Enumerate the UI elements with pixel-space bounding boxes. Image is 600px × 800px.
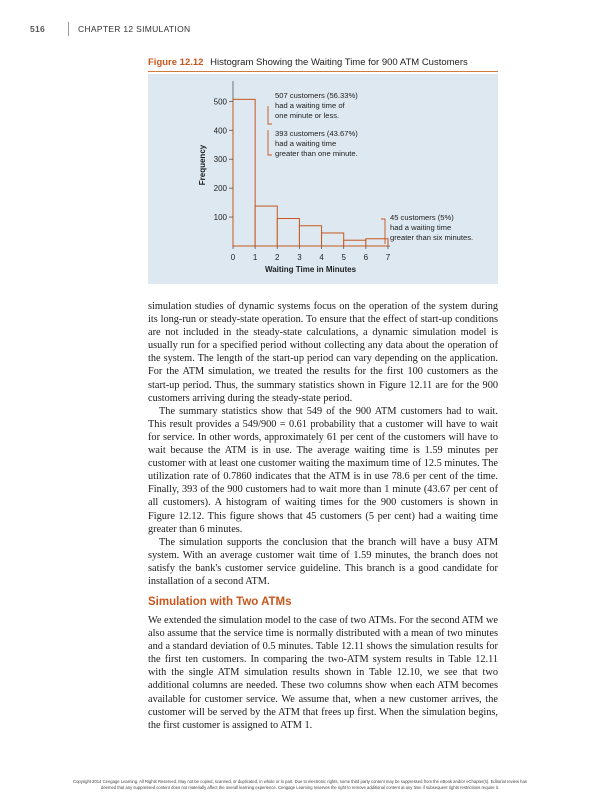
annotation-text-2: 393 customers (43.67%) — [275, 129, 358, 138]
section-paragraph-1: We extended the simulation model to the case of two ATMs. For the second ATM we also assume that the service time is normally distributed with a mean of two minutes and a standard deviation of 0.5 minutes. Table 12.11 shows the simulation results for the first ten customers. In comparing the two-ATM system results in Table 12.11 with the single ATM simulation results shown in Table 12.10, we see that two additional columns are needed. These two columns show when each ATM becomes available for customer service. We assume that, when a new customer arrives, the customer will be served by the ATM that frees up first. When the simulation begins, the first customer is assigned to ATM 1. — [148, 615, 498, 731]
figure-number: Figure 12.12 — [148, 57, 204, 68]
y-tick-label: 500 — [213, 97, 227, 107]
header-divider — [68, 22, 69, 36]
annotation-text-3: had a waiting time — [390, 223, 452, 232]
page-number: 516 — [30, 24, 46, 34]
running-head — [30, 22, 570, 38]
histogram-bar — [233, 99, 255, 246]
y-tick-label: 100 — [213, 213, 227, 223]
histogram-bar — [299, 226, 321, 246]
histogram-bar — [277, 219, 299, 246]
paragraph-1: simulation studies of dynamic systems focus on the operation of the system during its long-run or steady-state operation. To ensure that the effect of start-up conditions are not included in the steady-state calculations, a dynamic simulation model is usually run for a specified period without collecting any data about the operation of the system. The length of the start-up period can vary depending on the application. For the ATM simulation, we treated the results for the first 100 customers as the start-up period. Thus, the summary statistics shown in Figure 12.11 are for the 900 customers arriving during the steady-state period. — [148, 301, 498, 404]
copyright-footer — [32, 779, 568, 791]
histogram-bar — [344, 240, 366, 246]
annotation-text-2: greater than one minute. — [275, 149, 358, 158]
body-text — [148, 300, 498, 588]
x-tick-label: 6 — [363, 253, 369, 262]
figure-caption — [148, 57, 468, 68]
y-tick-label: 300 — [213, 155, 227, 165]
chapter-title: CHAPTER 12 SIMULATION — [78, 24, 191, 34]
histogram-bar — [255, 206, 277, 246]
x-tick-label: 5 — [341, 253, 346, 262]
section-body — [148, 614, 498, 732]
x-tick-label: 3 — [297, 253, 302, 262]
figure-title: Histogram Showing the Waiting Time for 900 ATM Customers — [210, 57, 468, 68]
x-tick-label: 7 — [385, 253, 391, 262]
paragraph-2: The summary statistics show that 549 of the 900 ATM customers had to wait. This result provides a 549/900 = 0.61 probability that a customer will have to wait for service. In other words, approximately 61 per cent of the customers will have to wait because the ATM is in use. The average waiting time is 1.59 minutes per customer with at least one customer waiting the maximum time of 12.5 minutes. The utilization rate of 0.7860 indicates that the ATM is in use 78.6 per cent of the time. Finally, 393 of the 900 customers had to wait more than 1 minute (43.67 per cent of all customers). A histogram of waiting times for the 900 customers is shown in Figure 12.12. This figure shows that 45 customers (5 per cent) had a waiting time greater than 6 minutes. — [148, 405, 498, 535]
y-tick-label: 200 — [213, 184, 227, 194]
histogram-svg — [148, 74, 498, 284]
annotation-text-3: 45 customers (5%) — [390, 213, 454, 222]
copyright-line-2: deemed that any suppressed content does not materially affect the overall learning experience. Cengage Learning reserves the right to remove additional content at any time if subsequent rights restrictions require it. — [101, 785, 499, 790]
x-tick-label: 0 — [230, 253, 236, 262]
annotation-text-2: had a waiting time — [275, 139, 337, 148]
annotation-bracket-1 — [268, 106, 272, 124]
paragraph-3: The simulation supports the conclusion that the branch will have a busy ATM system. With an average customer wait time of 1.59 minutes, the branch does not satisfy the bank's customer service guideline. This branch is a good candidate for installation of a second ATM. — [148, 536, 498, 587]
annotation-text-3: greater than six minutes. — [390, 233, 474, 242]
histogram-bar — [322, 233, 344, 246]
annotation-text-1: had a waiting time of — [275, 101, 345, 110]
figure-rule — [148, 71, 498, 72]
x-tick-label: 2 — [275, 253, 280, 262]
x-tick-label: 4 — [319, 253, 324, 262]
annotation-text-1: 507 customers (56.33%) — [275, 91, 358, 100]
x-tick-label: 1 — [252, 253, 258, 262]
histogram-chart — [148, 74, 498, 284]
y-tick-label: 400 — [213, 126, 227, 136]
y-axis-title: Frequency — [198, 144, 207, 186]
annotation-bracket-2 — [268, 130, 272, 155]
copyright-line-1: Copyright 2014 Cengage Learning. All Rights Reserved. May not be copied, scanned, or duplicated, in whole or in part. Due to electronic rights, some third party content may be suppressed from the eBook and/or eChapter(s). Editorial review has — [73, 779, 527, 784]
annotation-text-1: one minute or less. — [275, 111, 340, 120]
x-axis-title: Waiting Time in Minutes — [264, 265, 357, 274]
section-heading: Simulation with Two ATMs — [148, 596, 292, 608]
